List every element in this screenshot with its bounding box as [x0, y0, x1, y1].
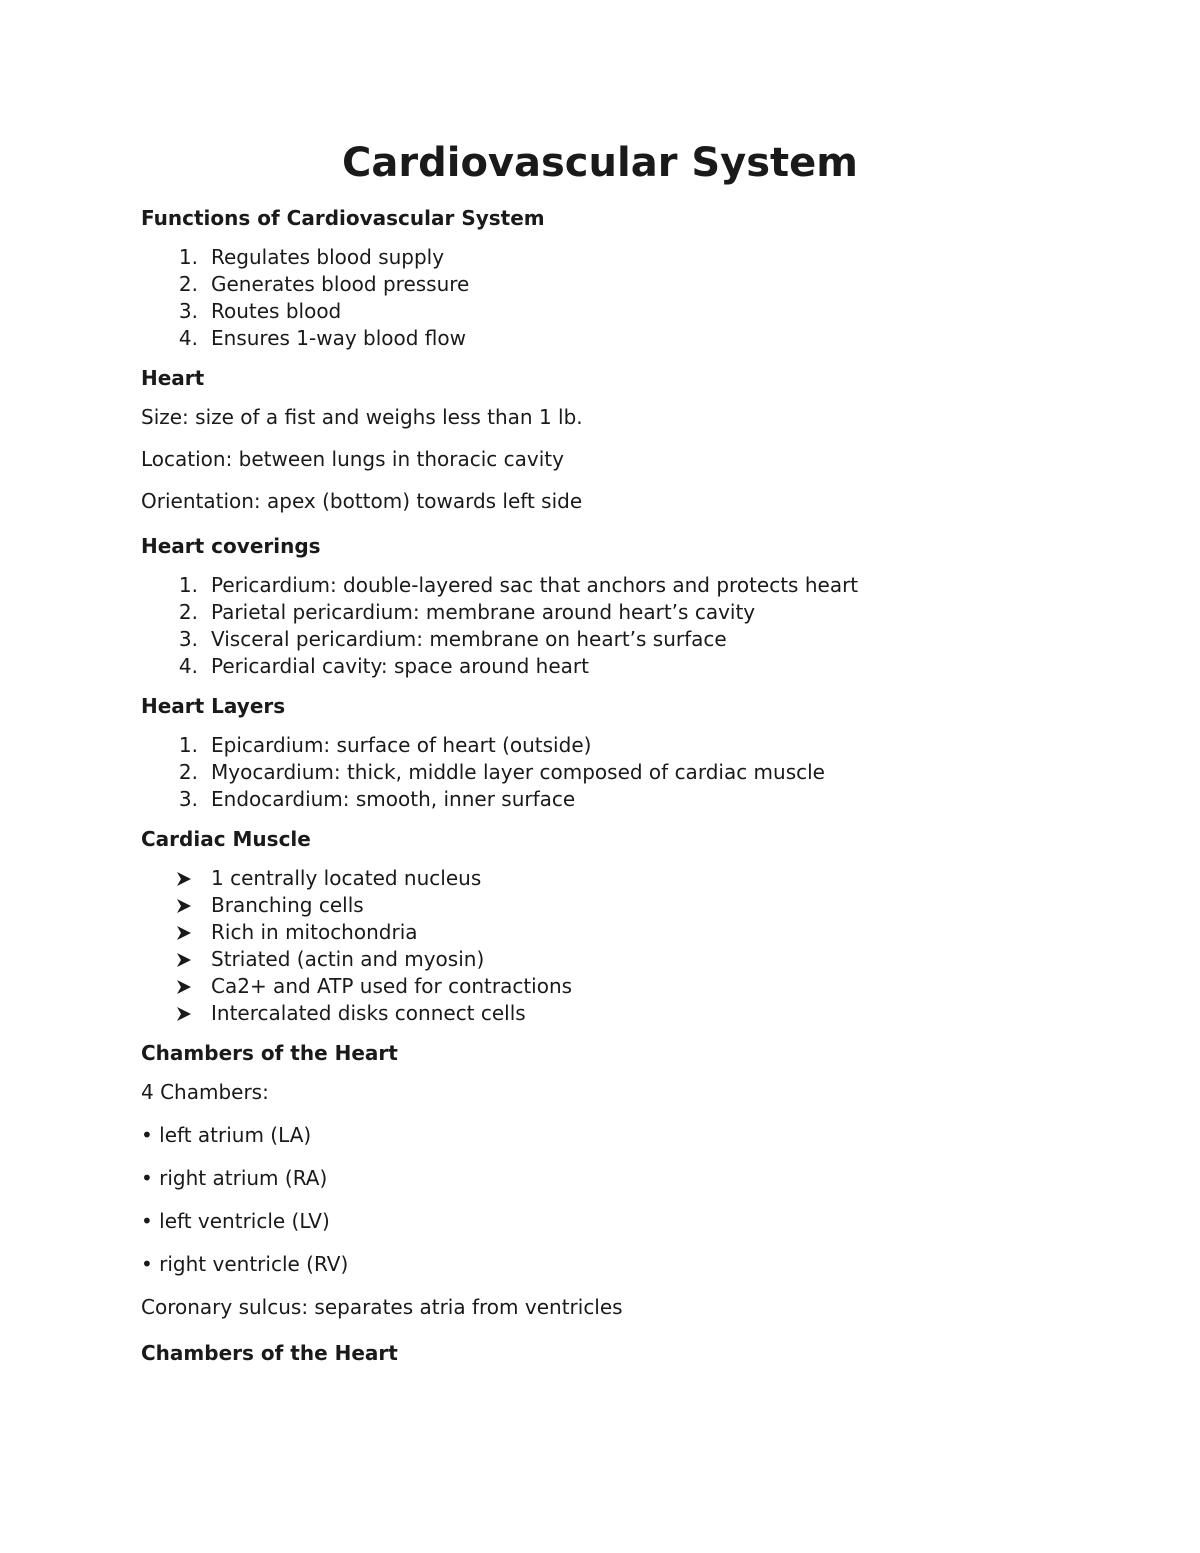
list-number: 2. [178, 272, 198, 296]
list-item-text: Routes blood [211, 299, 342, 323]
list-item-text: Ensures 1-way blood flow [211, 326, 466, 350]
section-heading: Functions of Cardiovascular System [141, 206, 545, 230]
list-item [141, 325, 1101, 352]
list-item [141, 1000, 1101, 1027]
layers-list [141, 732, 1101, 813]
arrowhead-bullet-icon [141, 946, 211, 973]
list-item-text: 1 centrally located nucleus [211, 866, 482, 890]
list-item-text: Intercalated disks connect cells [211, 1001, 526, 1025]
list-item-text: Ca2+ and ATP used for contractions [211, 974, 573, 998]
list-item [141, 946, 1101, 973]
list-item-text: Striated (actin and myosin) [211, 947, 485, 971]
list-item-text: Generates blood pressure [211, 272, 470, 296]
list-number: 1. [178, 733, 198, 757]
list-item [141, 572, 1101, 599]
list-item [141, 973, 1101, 1000]
list-number: 1. [178, 245, 198, 269]
cardiac-muscle-list [141, 865, 1101, 1027]
list-item [141, 786, 1101, 813]
section-heading: Heart coverings [141, 534, 321, 558]
list-item [141, 653, 1101, 680]
list-number: 4. [178, 654, 198, 678]
list-item [141, 271, 1101, 298]
list-number: 3. [178, 299, 198, 323]
arrowhead-bullet-icon [141, 973, 211, 1000]
page-title: Cardiovascular System [342, 140, 858, 186]
section-coverings [141, 530, 1101, 680]
list-item [141, 298, 1101, 325]
section-chambers [141, 1037, 1101, 1321]
chambers-intro-text: 4 Chambers: [141, 1080, 269, 1104]
section-heading: Heart [141, 366, 205, 390]
section-heading: Cardiac Muscle [141, 827, 311, 851]
list-item [141, 892, 1101, 919]
heart-size-text: Size: size of a fist and weighs less than 1 lb. [141, 405, 583, 429]
coverings-list [141, 572, 1101, 680]
chamber-item: • right ventricle (RV) [141, 1252, 349, 1276]
section-cardiac-muscle [141, 823, 1101, 1027]
list-number: 3. [178, 627, 198, 651]
heart-orientation-text: Orientation: apex (bottom) towards left side [141, 489, 583, 513]
chamber-item: • left atrium (LA) [141, 1123, 312, 1147]
document-body [141, 202, 1101, 1379]
list-number: 1. [178, 573, 198, 597]
list-item-text: Rich in mitochondria [211, 920, 418, 944]
list-number: 2. [178, 760, 198, 784]
list-item-text: Branching cells [211, 893, 364, 917]
list-item [141, 626, 1101, 653]
section-chambers-continued [141, 1337, 1101, 1369]
section-heading: Chambers of the Heart [141, 1041, 398, 1065]
section-functions [141, 202, 1101, 352]
list-number: 2. [178, 600, 198, 624]
arrowhead-bullet-icon [141, 919, 211, 946]
heart-location-text: Location: between lungs in thoracic cavity [141, 447, 564, 471]
chamber-item: • right atrium (RA) [141, 1166, 328, 1190]
arrowhead-bullet-icon [141, 892, 211, 919]
list-item-text: Pericardial cavity: space around heart [211, 654, 589, 678]
list-item [141, 919, 1101, 946]
functions-list [141, 244, 1101, 352]
section-heart [141, 362, 1101, 515]
list-item-text: Regulates blood supply [211, 245, 445, 269]
list-item-text: Epicardium: surface of heart (outside) [211, 733, 592, 757]
chamber-item: • left ventricle (LV) [141, 1209, 330, 1233]
section-layers [141, 690, 1101, 813]
list-item-text: Myocardium: thick, middle layer composed of cardiac muscle [211, 760, 825, 784]
list-item [141, 244, 1101, 271]
list-item [141, 759, 1101, 786]
arrowhead-bullet-icon [141, 865, 211, 892]
list-number: 4. [178, 326, 198, 350]
list-item-text: Visceral pericardium: membrane on heart’s surface [211, 627, 727, 651]
list-item [141, 732, 1101, 759]
list-item [141, 865, 1101, 892]
section-heading: Chambers of the Heart [141, 1341, 398, 1365]
list-item-text: Pericardium: double-layered sac that anchors and protects heart [211, 573, 859, 597]
section-heading: Heart Layers [141, 694, 286, 718]
list-item-text: Endocardium: smooth, inner surface [211, 787, 576, 811]
list-number: 3. [178, 787, 198, 811]
list-item [141, 599, 1101, 626]
coronary-sulcus-text: Coronary sulcus: separates atria from ventricles [141, 1295, 623, 1319]
arrowhead-bullet-icon [141, 1000, 211, 1027]
list-item-text: Parietal pericardium: membrane around heart’s cavity [211, 600, 756, 624]
